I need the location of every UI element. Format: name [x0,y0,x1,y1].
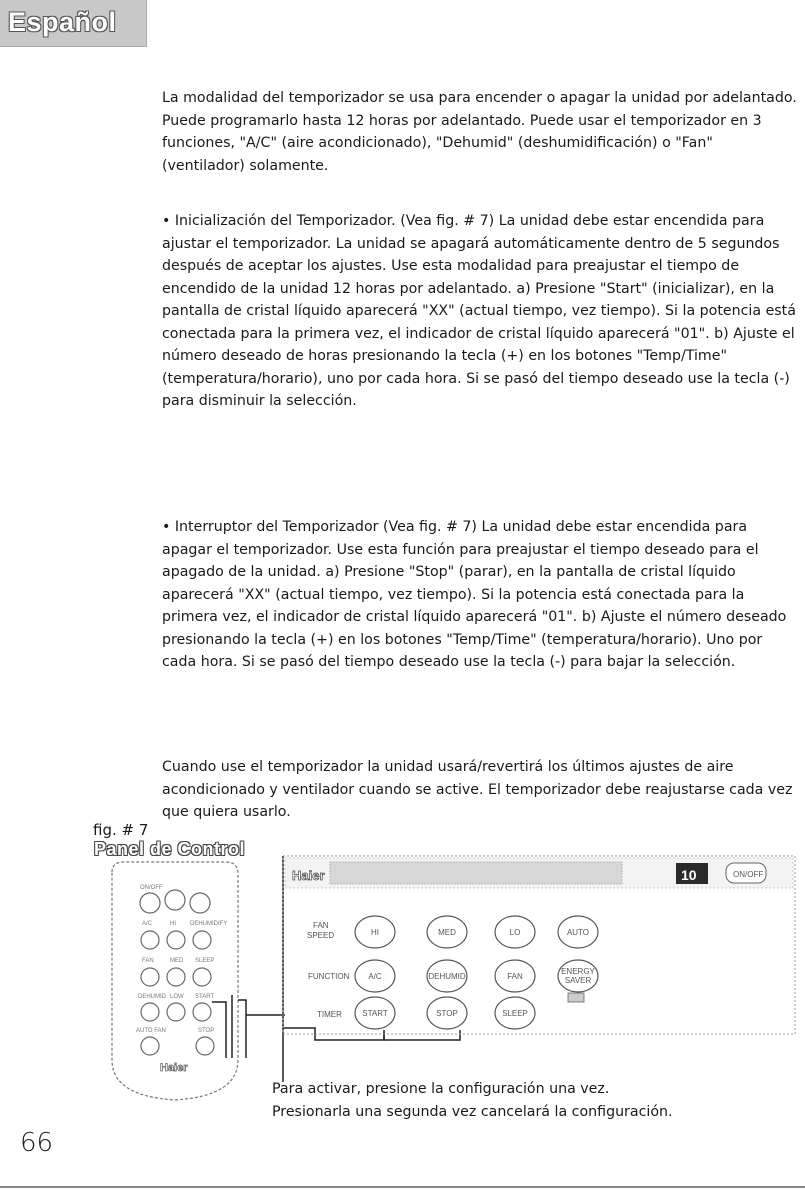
closing-paragraph: Cuando use el temporizador la unidad usará/revertirá los últimos ajustes de aire acondicionado y ventilador cuando se active. El temporizador debe reajustarse cada vez que quiera usarlo. [162,759,793,820]
timer-start-label: START [362,1009,388,1018]
bottom-rule [0,1186,805,1188]
remote-label: A/C [142,921,153,927]
remote-button [165,890,185,910]
timer-stop-section: • Interruptor del Temporizador (Vea fig. # 7) La unidad debe estar encendida para apagar el temporizador. Use esta función para preajustar el tiempo deseado para el apagado de la unidad. a) Presione "Stop" (parar), en la pantalla de cristal líquido aparecerá "XX" (actual tiempo, vez tiempo). Si la potencia está conectada para la primera vez, el indicador de cristal líquido aparecerá "01". b) Ajuste el número deseado presionando la tecla (+) en los botones "Temp/Time" (temperatura/horario). Uno por cada hora. Si se pasó del tiempo deseado use la tecla (-) para bajar la selección. [162,519,787,670]
fan-label-2: SPEED [307,931,335,940]
panel-title: Panel de Control [94,839,246,859]
lcd-window [330,862,622,884]
remote-brand: Haier [160,1062,188,1074]
figure-caption: Para activar, presione la configuración una vez. Presionarla una segunda vez cancelará la configuración. [272,1081,673,1120]
remote-button [141,1003,159,1021]
figure-label: fig. # 7 [93,821,149,839]
remote-button [167,1003,185,1021]
remote-button [141,931,159,949]
energy-label: ENERGY [561,967,595,976]
remote-label: MED [170,958,184,964]
function-dehumid-label: DEHUMID [428,972,466,981]
remote-button [141,1037,159,1055]
function-label: FUNCTION [308,972,350,981]
timer-start-section: • Inicialización del Temporizador. (Vea fig. # 7) La unidad debe estar encendida para ajustar el temporizador. La unidad se apagará automáticamente dentro de 5 segundos después de aceptar los ajustes. Use esta modalidad para preajustar el tiempo de encendido de la unidad 12 horas por adelantado. a) Presione "Start" (inicializar), en la pantalla de cristal líquido aparecerá "XX" (actual tiempo, vez tiempo). Si la potencia está conectada para la primera vez, el indicador de cristal líquido aparecerá "01". b) Ajuste el número deseado de horas presionando la tecla (+) en los botones "Temp/Time" (temperatura/horario), uno por cada hora. Si se pasó del tiempo deseado use la tecla (-) para disminuir la selección. [162,213,796,409]
fan-lo-label: LO [509,928,521,937]
function-fan-label: FAN [507,972,523,981]
onoff-label: ON/OFF [733,870,764,879]
remote-label: HI [170,921,176,927]
remote-button [167,931,185,949]
remote-button [190,893,210,913]
remote-label: START [195,994,215,1000]
connector-lines [212,856,460,1082]
timer-label: TIMER [317,1010,342,1019]
intro-paragraph: La modalidad del temporizador se usa para encender o apagar la unidad por adelantado. Puede programarlo hasta 12 horas por adelantado. Puede usar el temporizador en 3 funciones, "A/C" (aire acondicionado), "Dehumid" (deshumidificación) o "Fan" (ventilador) solamente. [162,90,797,174]
remote-label: STOP [198,1028,215,1034]
remote-label: SLEEP [195,958,215,964]
remote-label: DEHUMID [138,994,166,1000]
remote-button [193,968,211,986]
timer-sleep-label: SLEEP [502,1009,528,1018]
timer-stop-label: STOP [436,1009,458,1018]
remote-button [193,931,211,949]
remote-label: LOW [170,994,184,1000]
fan-hi-label: HI [371,928,379,937]
panel-brand: Haier [292,868,325,883]
remote-button [167,968,185,986]
function-ac-label: A/C [368,972,382,981]
lcd-digits: 10 [681,867,697,883]
remote-button [193,1003,211,1021]
remote-control [112,862,238,1100]
remote-label: FAN [142,958,154,964]
saver-label: SAVER [564,976,592,985]
remote-label: DEHUMIDIFY [190,921,228,927]
energy-saver-indicator [568,993,584,1002]
fan-med-label: MED [438,928,456,937]
remote-button [196,1037,214,1055]
page-number: 66 [20,1128,54,1158]
language-tab-label: Español [8,7,117,37]
remote-button [140,893,160,913]
remote-button [141,968,159,986]
remote-label: AUTO FAN [136,1028,166,1034]
fan-label: FAN [313,921,329,930]
remote-label: ON/OFF [140,885,163,891]
fan-auto-label: AUTO [566,928,590,937]
